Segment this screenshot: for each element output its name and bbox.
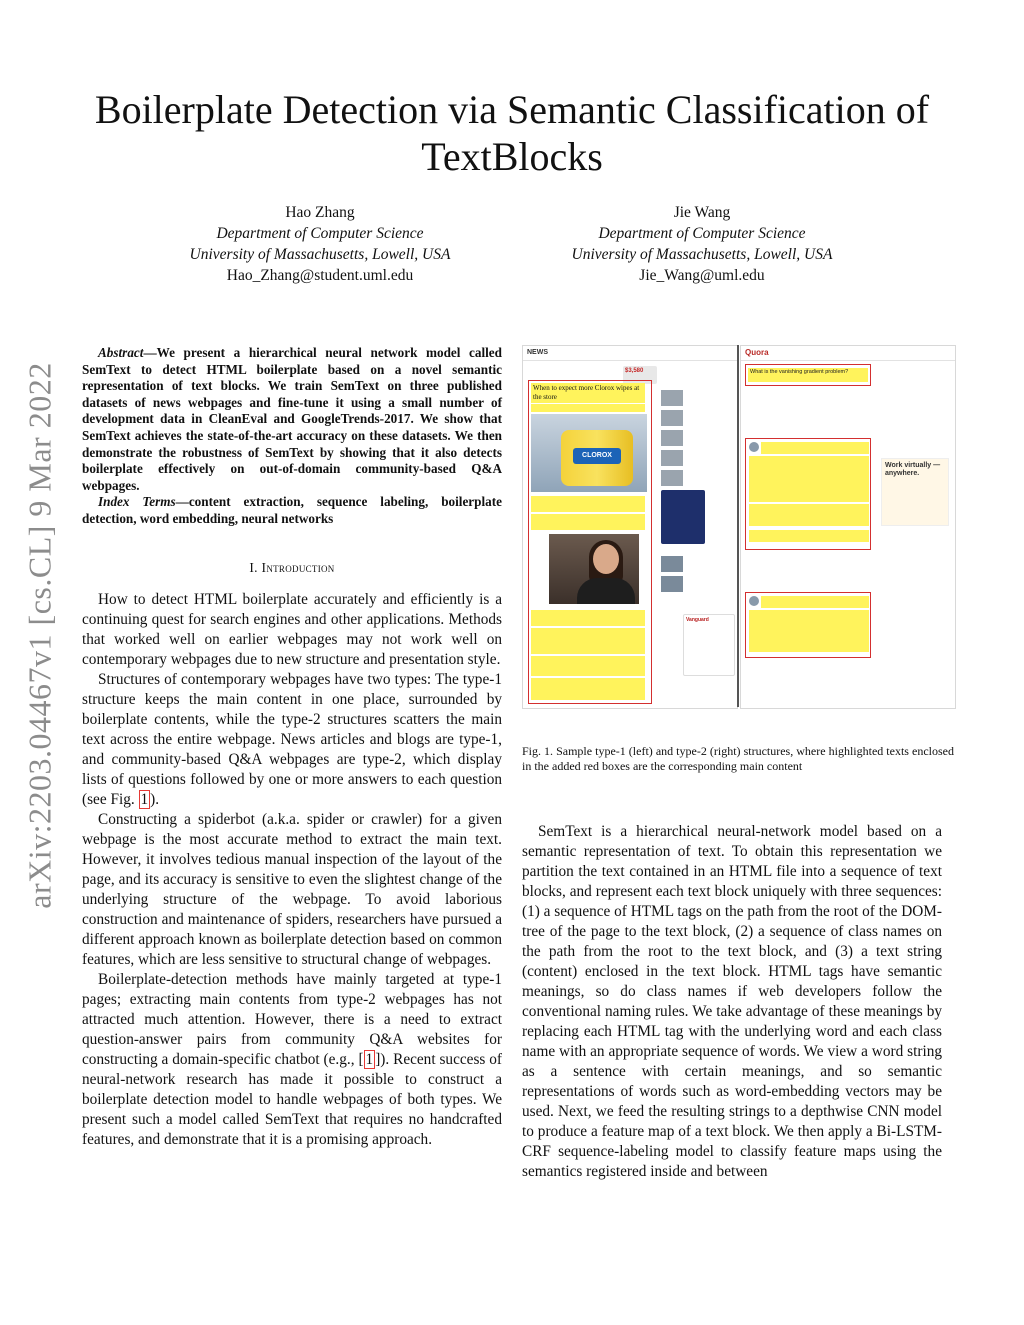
figure-reference-link[interactable]: 1 bbox=[140, 790, 149, 808]
quora-logo: Quora bbox=[745, 348, 769, 357]
answer-highlight bbox=[761, 442, 869, 454]
avatar bbox=[749, 442, 759, 452]
sidebar-thumb bbox=[661, 576, 683, 592]
abstract-text: —We present a hierarchical neural network model called SemText to detect HTML boilerplate based on a novel semantic representation of text blocks. We train SemText on three published datasets of news webpages and fine-tune it using a small number of development data in CleanEval and GoogleTrends-2017. We show that SemText achieves the state-of-the-art accuracy on these datasets. We then demonstrate the robustness of SemText by showing that it also detects boilerplate effectively on out-of-domain community-based Q&A webpages. bbox=[82, 345, 502, 493]
index-terms-text: —content extraction, sequence labeling, boilerplate detection, word embedding, neural networks bbox=[82, 494, 502, 526]
byline-highlight bbox=[531, 404, 645, 412]
sidebar-thumb bbox=[661, 556, 683, 572]
video-still bbox=[549, 534, 639, 604]
para-text: ). bbox=[150, 790, 160, 808]
quora-topbar bbox=[741, 346, 955, 361]
para-text: ]). Recent success of neural-network research has made it possible to construct a boilerplate detection model to handle webpages of both types. We present such a model called SemText that requires no handcrafted features, and demonstrate that it is a promising approach. bbox=[82, 1050, 502, 1148]
news-logo: NEWS bbox=[527, 349, 548, 356]
answer-highlight bbox=[749, 530, 869, 542]
right-column bbox=[522, 822, 942, 1182]
author-block-1 bbox=[110, 202, 530, 286]
sidebar-thumb bbox=[661, 410, 683, 426]
torso-shape bbox=[577, 578, 635, 604]
sidebar-thumb bbox=[661, 470, 683, 486]
author-email[interactable]: Hao_Zhang@student.uml.edu bbox=[226, 267, 414, 284]
paragraph-highlight bbox=[531, 678, 645, 700]
arxiv-stamp-text: arXiv:2203.04467v1 [cs.CL] 9 Mar 2022 bbox=[21, 361, 58, 909]
answer-highlight bbox=[749, 504, 869, 526]
promo-text bbox=[749, 556, 865, 586]
section-heading: I. Introduction bbox=[249, 559, 335, 575]
abstract-lead: Abstract bbox=[98, 345, 144, 360]
type2-screenshot bbox=[740, 345, 956, 709]
figure-1 bbox=[522, 345, 954, 707]
author-name: Jie Wang bbox=[673, 204, 731, 221]
paragraph-highlight bbox=[531, 514, 645, 530]
head-shape bbox=[593, 544, 619, 574]
answer-highlight bbox=[749, 610, 869, 652]
left-column bbox=[82, 345, 502, 1150]
intro-paragraph-2 bbox=[82, 670, 502, 810]
author-email[interactable]: Jie_Wang@uml.edu bbox=[639, 267, 765, 284]
paragraph-highlight bbox=[531, 496, 645, 512]
intro-paragraph-1: How to detect HTML boilerplate accurately and efficiently is a continuing quest for search engines and other applications. Methods that worked well on earlier webpages may not work well on contemporary webpages due to new structure and presentation style. bbox=[82, 590, 502, 668]
sidebar-thumb bbox=[661, 390, 683, 406]
news-topbar bbox=[523, 346, 737, 361]
arxiv-stamp bbox=[18, 345, 62, 925]
figure-caption: Fig. 1. Sample type-1 (left) and type-2 (right) structures, where highlighted texts enclosed in the added red boxes are the corresponding main content bbox=[522, 744, 954, 773]
avatar bbox=[749, 596, 759, 606]
vanguard-ad bbox=[683, 614, 735, 676]
intro-paragraph-4 bbox=[82, 970, 502, 1150]
author-dept: Department of Computer Science bbox=[216, 225, 424, 242]
author-block-2 bbox=[492, 202, 912, 286]
paper-title: Boilerplate Detection via Semantic Classification of TextBlocks bbox=[94, 87, 930, 179]
para-text: Structures of contemporary webpages have two types: The type-1 structure keeps the main content in one place, surrounded by boilerplate contents, while the type-2 structures scatters the main text across the entire webpage. News articles and blogs are type-1, and community-based Q&A webpages are type-2, which display lists of questions followed by one or more answers to each question (see Fig. bbox=[82, 670, 502, 808]
index-terms bbox=[82, 494, 502, 527]
comment-text bbox=[749, 662, 865, 702]
citation-link[interactable]: 1 bbox=[365, 1050, 374, 1068]
intro-paragraph-3: Constructing a spiderbot (a.k.a. spider or crawler) for a given webpage is the most accurate method to extract the main text. However, it involves tedious manual inspection of the layout of the page, and its accuracy is sensitive to even the slightest change of the underlying structure of the webpage. To avoid laborious construction and maintenance of spiders, researchers have pursued a different approach known as boilerplate detection based on common features, which are less sensitive to structural change of webpages. bbox=[82, 810, 502, 968]
related-questions bbox=[877, 366, 947, 456]
figure-divider bbox=[737, 345, 739, 707]
sidebar-thumb bbox=[661, 430, 683, 446]
vanguard-text: Vanguard bbox=[686, 617, 709, 623]
type1-screenshot bbox=[522, 345, 738, 709]
answer-highlight bbox=[749, 456, 869, 502]
clorox-photo bbox=[531, 414, 647, 492]
para-text: Boilerplate-detection methods have mainly targeted at type-1 pages; extracting main contents from type-2 webpages has not attracted much attention. However, there is a need to extract question-answer pairs from community Q&A websites for constructing a domain-specific chatbot (e.g., [ bbox=[82, 970, 502, 1068]
abstract bbox=[82, 345, 502, 494]
author-univ: University of Massachusetts, Lowell, USA bbox=[189, 246, 451, 263]
car-ad: $3,580 bbox=[623, 366, 657, 384]
headline-highlight: When to expect more Clorox wipes at the store bbox=[531, 383, 645, 403]
related-text bbox=[749, 390, 865, 430]
answer-highlight bbox=[761, 596, 869, 608]
paragraph-highlight bbox=[531, 656, 645, 676]
index-terms-lead: Index Terms bbox=[98, 494, 176, 510]
right-paragraph: SemText is a hierarchical neural-network model based on a semantic representation of text. To obtain this representation we partition the text contained in an HTML file into a sequence of text blocks, and represent each text block uniquely with three sequences: (1) a sequence of HTML tags on the path from the root of the DOM-tree of the page to the text block, (2) a sequence of class names on the path from the root to the text block, and (3) a text string (content) enclosed in the text block. HTML tags have semantic meanings, so do class names if web developers follow the conventional naming rules. We take advantage of these meanings by replacing each HTML tag with the underlying word and each class name with an appropriate sequence of words. We view a word string as a sentence with certain meanings, and so semantic representations of words such as word-embedding vectors may be used. Next, we feed the resulting strings to a depthwise CNN model to produce a feature map of a text block. We then apply a Bi-LSTM-CRF sequence-labeling model to classify feature maps using the semantics registered inside and between bbox=[522, 823, 942, 1180]
paragraph-highlight bbox=[531, 610, 645, 626]
author-name: Hao Zhang bbox=[285, 204, 355, 221]
sidebar-ad bbox=[661, 490, 705, 544]
question-highlight: What is the vanishing gradient problem? bbox=[748, 368, 868, 382]
author-dept: Department of Computer Science bbox=[598, 225, 806, 242]
paragraph-highlight bbox=[531, 628, 645, 654]
sidebar-thumb bbox=[661, 450, 683, 466]
work-ad bbox=[881, 458, 949, 526]
clorox-label: CLOROX bbox=[573, 448, 621, 464]
author-univ: University of Massachusetts, Lowell, USA bbox=[571, 246, 833, 263]
work-ad-text: Work virtually — anywhere. bbox=[885, 462, 941, 477]
